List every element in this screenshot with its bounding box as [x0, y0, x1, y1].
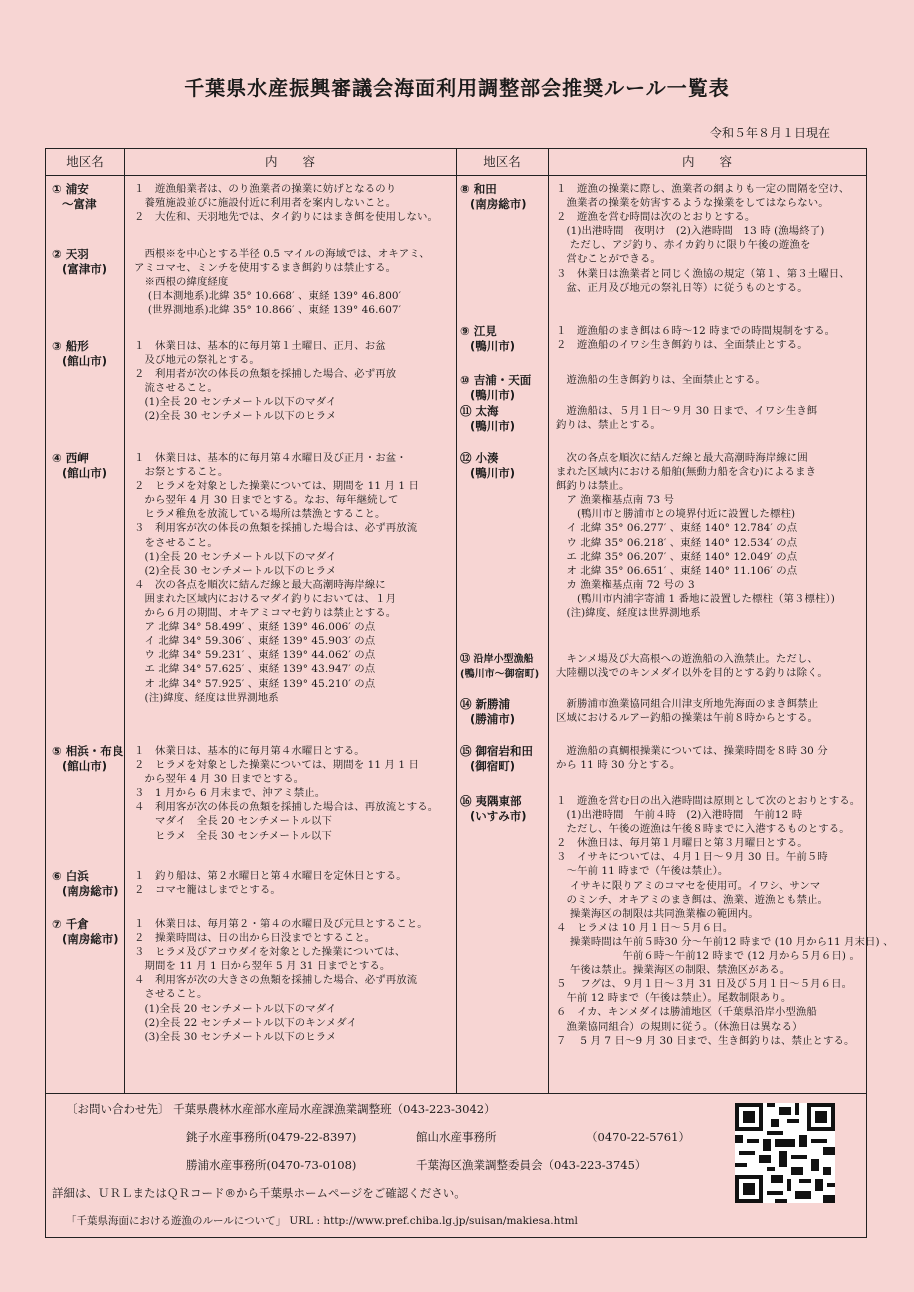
region-wada: ⑧ 和田 (南房総市): [460, 182, 527, 211]
region-urayasu: ① 浦安 〜富津: [52, 182, 97, 211]
header-content-right: 内 容: [681, 154, 732, 169]
rule-yoshiura-amatsura: 遊漁船の生き餌釣りは、全面禁止とする。: [556, 374, 766, 386]
region-coastal-small-vessel: ⑬ 沿岸小型漁船 (鴨川市〜御宿町): [460, 654, 540, 680]
date-label: 令和５年８月１日現在: [709, 126, 830, 140]
column-divider: [548, 149, 549, 1093]
region-funagata: ③ 船形 (館山市): [52, 339, 108, 368]
office-fisheries-committee: 千葉海区漁業調整委員会（043-223-3745）: [416, 1158, 647, 1172]
region-amaha: ② 天羽 (富津市): [52, 247, 108, 276]
rule-onjuku-iwawada: 遊漁船の真鯛根操業については、操業時間を８時 30 分 から 11 時 30 分とする。: [556, 745, 828, 772]
rule-kominato: 次の各点を順次に結んだ線と最大高潮時海岸線に囲 まれた区域内における船舶(無動力船を含む)によるまき 餌釣りは禁止。 ア 漁業権基点南 73 号 (鴨川市と勝浦市との境界付近に設置した標柱) イ 北緯 35° 06.277′ 、東経 140° 12.784′ の点 ウ 北緯 35° 06.218′ 、東経 140° 12.534′ の点 エ 北緯 35° 06.207′ 、東経 140° 12.049′ の点 オ 北緯 35° 06.651′ 、東経 140° 11.106′ の点 カ 漁業権基点南 72 号の 3 (鴨川市内浦字寄浦 1 番地に設置した標柱（第３標柱）) (注)緯度、経度は世界測地系: [556, 452, 835, 620]
page-title: 千葉県水産振興審議会海面利用調整部会推奨ルール一覧表: [184, 76, 730, 100]
column-divider: [124, 149, 125, 1093]
region-shin-katsuura: ⑭ 新勝浦 (勝浦市): [460, 697, 516, 726]
office-choshi: 銚子水産事務所(0479-22-8397): [186, 1130, 357, 1144]
rule-futomi: 遊漁船は、５月１日〜９月 30 日まで、イワシ生き餌 釣りは、禁止とする。: [556, 405, 818, 432]
rule-amaha: 西根※を中心とする半径 0.5 マイルの海域では、オキアミ、 アミコマセ、ミンチを使用するまき餌釣りは禁止する。 ※西根の緯度経度 (日本測地系)北緯 35° 10.668′ 、東経 139° 46.800′ (世界測地系)北緯 35° 10.866′ 、東経 139° 46.607′: [134, 248, 430, 317]
region-kominato: ⑫ 小湊 (鴨川市): [460, 451, 516, 480]
rule-sunosaki: １ 休業日は、基本的に毎月第４水曜日及び正月・お盆・ お祭とすること。 ２ ヒラメを対象とした操業については、期間を 11 月 1 日 から翌年 4 月 30 日までとする。なお、毎年継続して ヒラメ稚魚を放流している場所は禁漁とすること。 ３ 利用客が次の体長の魚類を採捕した場合は、必ず再放流 をさせること。 (1)全長 20 センチメートル以下のマダイ (2)全長 30 センチメートル以下のヒラメ ４ 次の各点を順次に結んだ線と最大高潮時海岸線に 囲まれた区域内におけるマダイ釣りにおいては、１月 から６月の期間、オキアミコマセ釣りは禁止とする。 ア 北緯 34° 58.499′ 、東経 139° 46.006′ の点 イ 北緯 34° 59.306′ 、東経 139° 45.903′ の点 ウ 北緯 34° 59.231′ 、東経 139° 44.062′ の点 エ 北緯 34° 57.625′ 、東経 139° 43.947′ の点 オ 北緯 34° 57.925′ 、東経 139° 45.210′ の点 (注)緯度、経度は世界測地系: [134, 452, 419, 704]
rule-wada: １ 遊漁の操業に際し、漁業者の網よりも一定の間隔を空け、 漁業者の操業を妨害するような操業をしてはならない。 ２ 遊漁を営む時間は次のとおりとする。 (1)出港時間 夜明け (2)入港時間 13 時 (漁場終了) ただし、アジ釣り、赤イカ釣りに限り午後の遊漁を 営むことができる。 ３ 休業日は漁業者と同じく漁協の規定（第１、第３土曜日、 盆、正月及び地元の祭礼日等）に従うものとする。: [556, 183, 850, 294]
table-bottom-divider: [46, 1093, 866, 1094]
office-katsuura: 勝浦水産事務所(0470-73-0108): [186, 1158, 357, 1172]
qr-code[interactable]: [735, 1103, 835, 1203]
detail-note: 詳細は、ＵＲＬまたはＱＲコード®から千葉県ホームページをご確認ください。: [52, 1186, 466, 1200]
rule-chikura: １ 休業日は、毎月第２・第４の水曜日及び元旦とすること。 ２ 操業時間は、日の出から日没までとすること。 ３ ヒラメ及びアコウダイを対象とした操業については、 期間を 11 月 1 日から翌年 5 月 31 日までとする。 ４ 利用客が次の大きさの魚類を採捕した場合、必ず再放流 させること。 (1)全長 20 センチメートル以下のマダイ (2)全長 22 センチメートル以下のキンメダイ (3)全長 30 センチメートル以下のヒラメ: [134, 918, 428, 1043]
rule-urayasu: １ 遊漁船業者は、のり漁業者の操業に妨げとなるのり 養殖施設並びに施設付近に利用者を案内しないこと。 ２ 大佐和、天羽地先では、タイ釣りにはまき餌を使用しない。: [134, 183, 439, 224]
region-sunosaki: ④ 西岬 (館山市): [52, 451, 108, 480]
header-content-left: 内 容: [264, 154, 315, 169]
region-isumi-tobu: ⑯ 夷隅東部 (いすみ市): [460, 794, 527, 823]
rule-isumi-tobu: １ 遊漁を営む日の出入港時間は原則として次のとおりとする。 (1)出港時間 午前４時 (2)入港時間 午前12 時 ただし、午後の遊漁は午後８時までに入港するものとする。 ２ 休漁日は、毎月第１月曜日と第３月曜日とする。 ３ イサキについては、４月１日〜９月 30 日。午前５時 〜午前 11 時まで（午後は禁止）。 イサキに限りアミのコマセを使用可。イワシ、サンマ のミンチ、オキアミのまき餌は、漁業、遊漁とも禁止。 操業海区の制限は共同漁業権の範囲内。 ４ ヒラメは 10 月１日〜５月６日。 操業時間は午前５時30 分〜午前12 時まで (10 月から11 月末日) 、 午前６時〜午前12 時まで (12 月から５月６日) 。 午後は禁止。操業海区の制限、禁漁区がある。 ５ フグは、９月１日〜３月 31 日及び５月１日〜５月６日。 午前 12 時まで（午後は禁止）。尾数制限あり。 ６ イカ、キンメダイは勝浦地区（千葉県沿岸小型漁船 漁業協同組合）の規則に従う。（休漁日は異なる） ７ 5 月 7 日〜9 月 30 日まで、生き餌釣りは、禁止とする。: [556, 795, 894, 1047]
region-aihama-mera: ⑤ 相浜・布良 (館山市): [52, 744, 124, 773]
rule-coastal-small-vessel: キンメ場及び大高根への遊漁船の入漁禁止。ただし、 大陸棚以浅でのキンメダイ以外を目的とする釣りは除く。: [556, 653, 828, 680]
rule-shirahama: １ 釣り船は、第２水曜日と第４水曜日を定休日とする。 ２ コマセ籠はしまでとする。: [134, 870, 407, 897]
rules-table: [45, 148, 894, 1238]
region-futomi: ⑪ 太海 (鴨川市): [460, 404, 516, 433]
header-region-left: 地区名: [66, 154, 104, 169]
region-yoshiura-amatsura: ⑩ 吉浦・天面 (鴨川市): [460, 373, 532, 402]
region-onjuku-iwawada: ⑮ 御宿岩和田 (御宿町): [460, 744, 534, 773]
region-chikura: ⑦ 千倉 (南房総市): [52, 917, 119, 946]
header-region-right: 地区名: [483, 154, 521, 169]
column-divider: [456, 149, 457, 1093]
contact-line: 〔お問い合わせ先〕 千葉県農林水産部水産局水産課漁業調整班（043-223-3042）: [66, 1102, 496, 1116]
office-tateyama-tel: （0470-22-5761）: [586, 1130, 690, 1144]
rule-shin-katsuura: 新勝浦市漁業協同組合川津支所地先海面のまき餌禁止 区域におけるルアー釣船の操業は午前８時からとする。: [556, 698, 819, 725]
rule-funagata: １ 休業日は、基本的に毎月第１土曜日、正月、お盆 及び地元の祭礼とする。 ２ 利用者が次の体長の魚類を採捕した場合、必ず再放 流させること。 (1)全長 20 センチメートル以下のマダイ (2)全長 30 センチメートル以下のヒラメ: [134, 340, 397, 423]
rule-emi: １ 遊漁船のまき餌は６時〜12 時までの時間規制をする。 ２ 遊漁船のイワシ生き餌釣りは、全面禁止とする。: [556, 325, 836, 352]
office-tateyama: 館山水産事務所: [416, 1130, 497, 1144]
region-shirahama: ⑥ 白浜 (南房総市): [52, 869, 119, 898]
url-line[interactable]: 「千葉県海面における遊漁のルールについて」 URL : http://www.pref.chiba.lg.jp/suisan/makiesa.html: [66, 1215, 578, 1227]
region-emi: ⑨ 江見 (鴨川市): [460, 324, 516, 353]
rule-aihama-mera: １ 休業日は、基本的に毎月第４水曜日とする。 ２ ヒラメを対象とした操業については、期間を 11 月 1 日 から翌年 4 月 30 日までとする。 ３ 1 月から 6 月末まで、沖アミ禁止。 ４ 利用客が次の体長の魚類を採捕した場合は、再放流とする。 マダイ 全長 20 センチメートル以下 ヒラメ 全長 30 センチメートル以下: [134, 745, 439, 842]
